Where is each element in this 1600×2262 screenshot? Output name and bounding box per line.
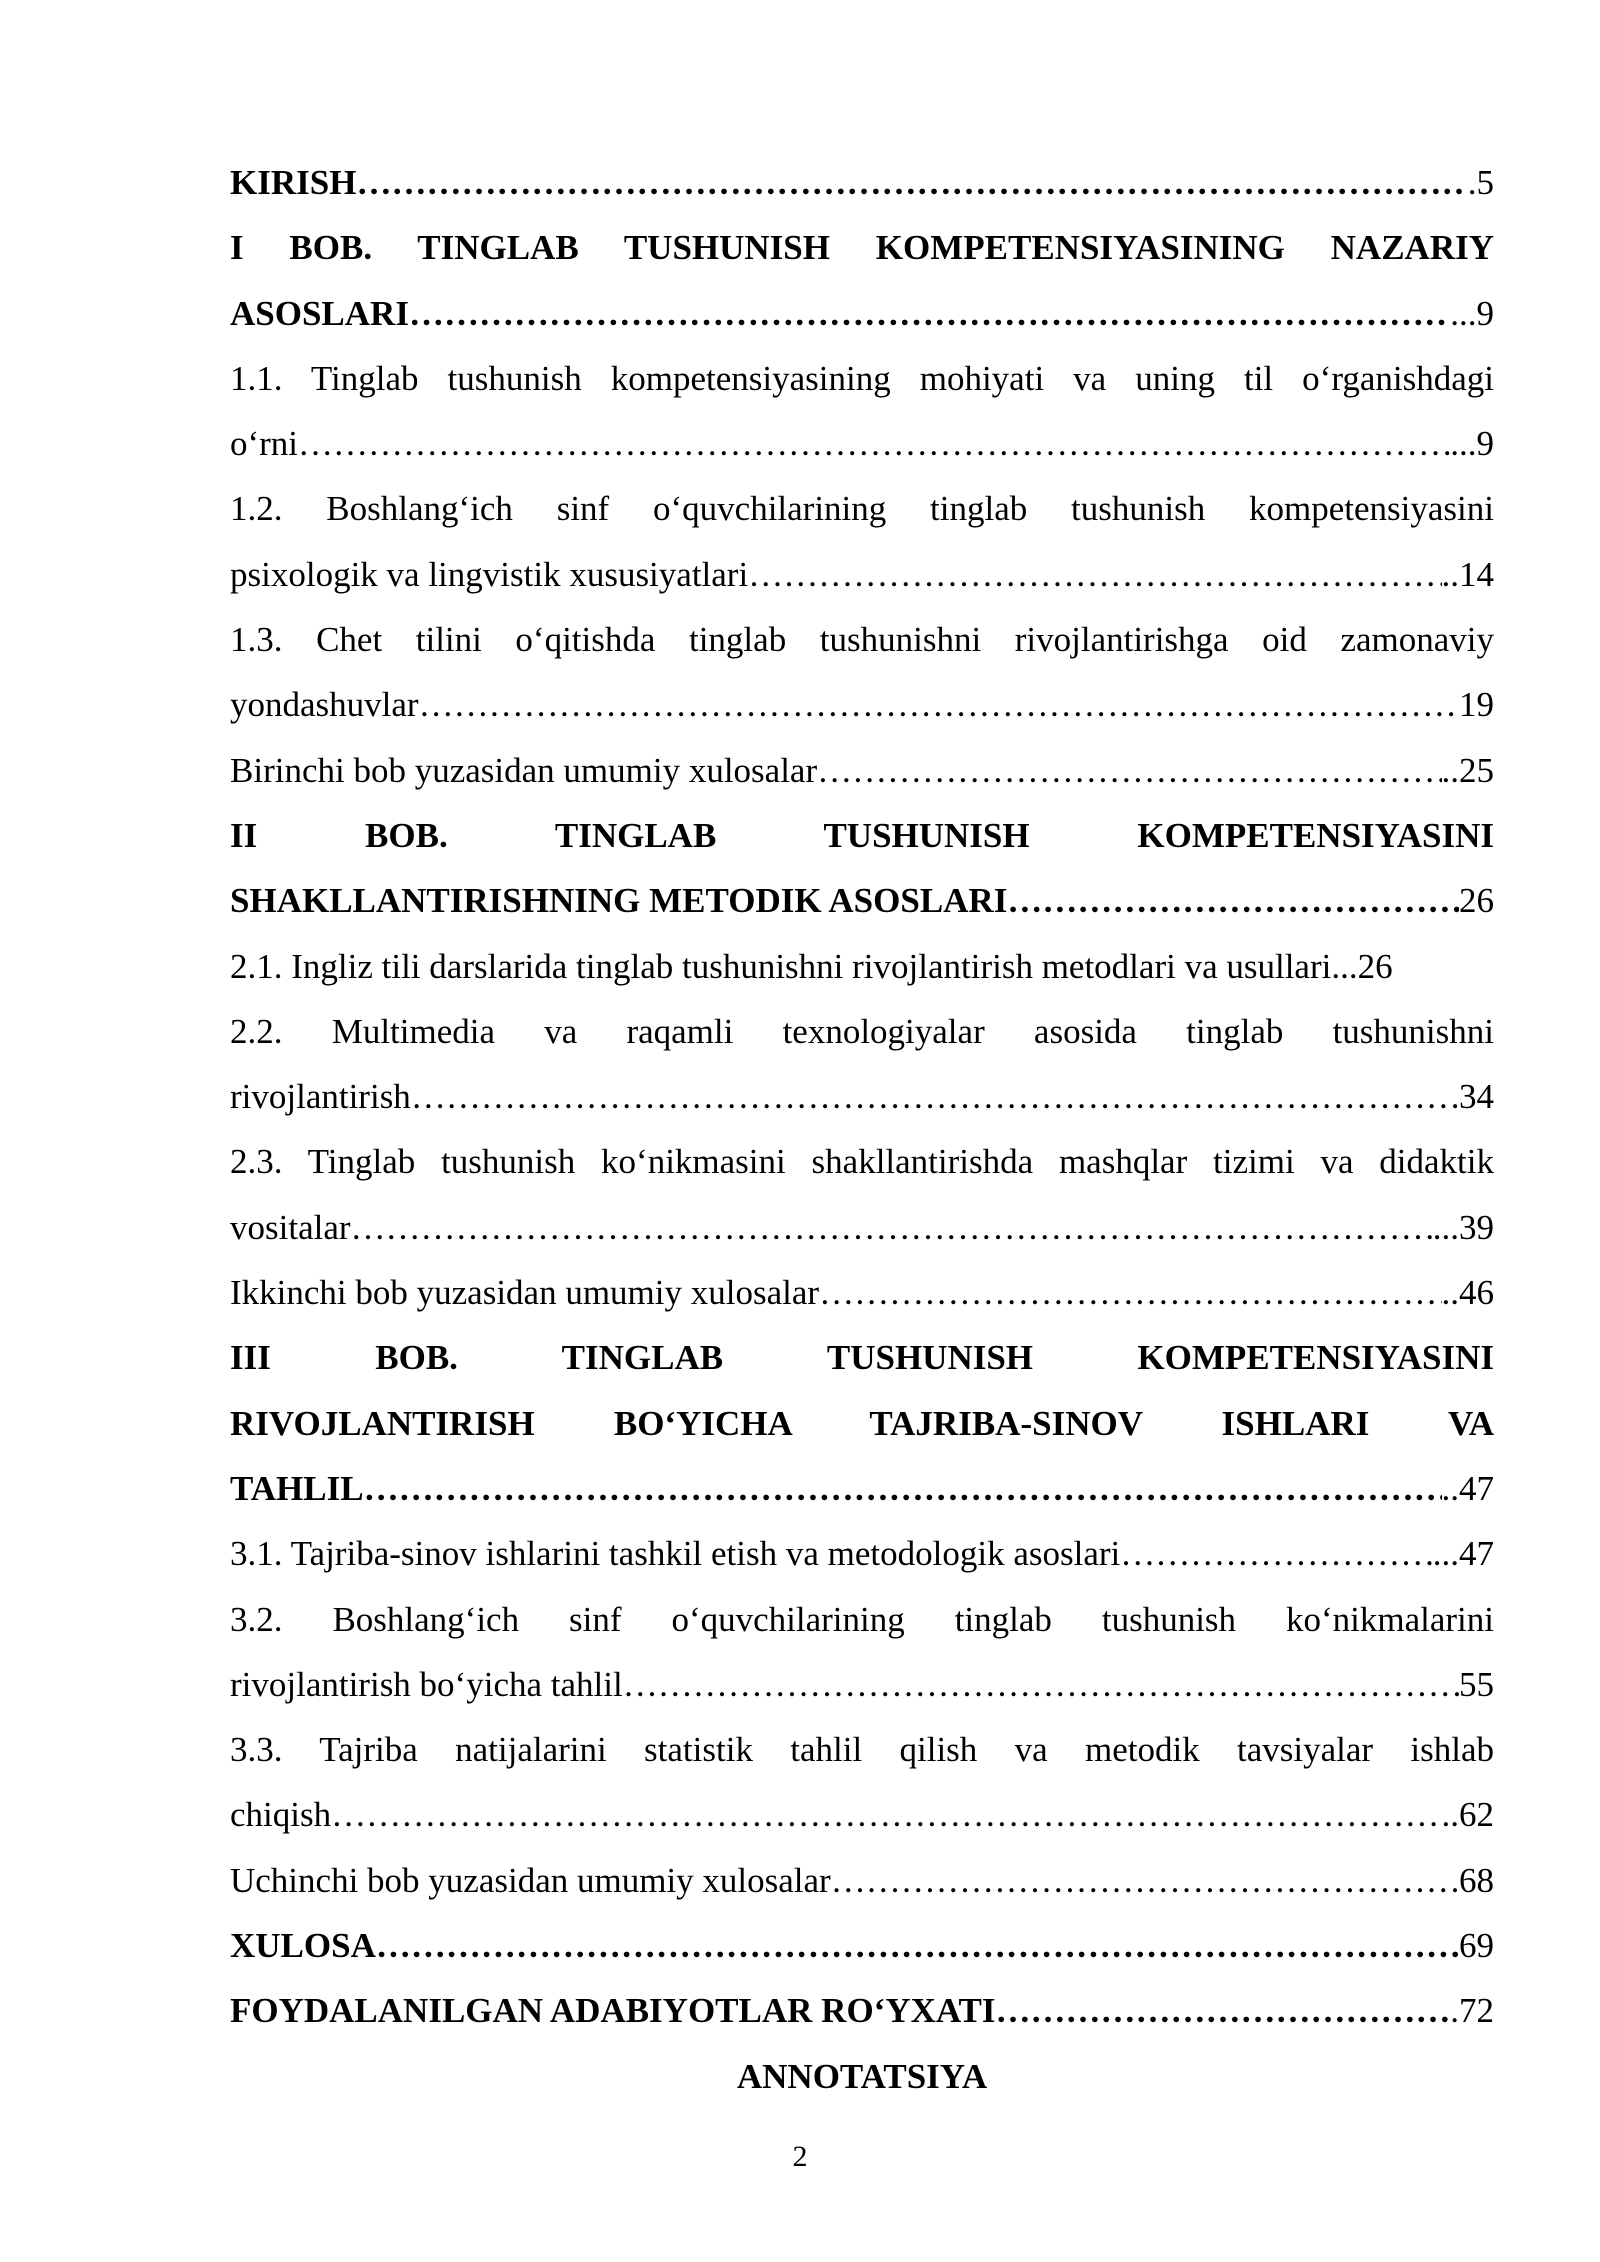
- toc-page-number: ..47: [1441, 1468, 1494, 1508]
- toc-entry-title: II BOB. TINGLAB TUSHUNISH KOMPETENSIYASINI: [230, 815, 1494, 855]
- toc-entry-title: XULOSA: [230, 1926, 376, 1966]
- toc-section-3-2[interactable]: [230, 1587, 1494, 1652]
- dot-leader: [351, 1195, 1433, 1260]
- toc-chapter-1-conclusion[interactable]: [230, 738, 1494, 803]
- toc-section-2-2-cont[interactable]: [230, 1064, 1494, 1129]
- toc-entry-title: TAHLIL: [230, 1468, 364, 1508]
- toc-section-1-2-cont[interactable]: [230, 542, 1494, 607]
- toc-entry-title: chiqish: [230, 1795, 332, 1835]
- dot-leader: [411, 1064, 1459, 1129]
- toc-page-number: 19: [1459, 685, 1494, 725]
- toc-page-number: ...47: [1432, 1534, 1494, 1574]
- toc-page-number: ..25: [1441, 750, 1494, 790]
- toc-entry-xulosa[interactable]: [230, 1913, 1494, 1978]
- toc-page-number: ...9: [1450, 293, 1494, 333]
- toc-chapter-1-heading-cont[interactable]: [230, 281, 1494, 346]
- toc-page-number: 69: [1459, 1926, 1494, 1966]
- dot-leader: [409, 281, 1450, 346]
- toc-page-number: 55: [1459, 1664, 1494, 1704]
- dot-leader: [1007, 868, 1459, 933]
- toc-entry-title: FOYDALANILGAN ADABIYOTLAR RO‘YXATI: [230, 1991, 996, 2031]
- toc-entry-title: KIRISH: [230, 163, 357, 202]
- toc-chapter-2-heading-cont[interactable]: [230, 868, 1494, 933]
- toc-entry-title: 3.3. Tajriba natijalarini statistik tahlil qilish va metodik tavsiyalar ishlab: [230, 1730, 1494, 1770]
- toc-entry-kirish[interactable]: [230, 150, 1494, 215]
- toc-section-1-2[interactable]: [230, 476, 1494, 541]
- toc-section-3-3[interactable]: [230, 1717, 1494, 1782]
- toc-page-number: ..62: [1441, 1795, 1494, 1835]
- dot-leader: [364, 1456, 1442, 1521]
- dot-leader: [819, 1260, 1441, 1325]
- toc-page-number: ..46: [1441, 1273, 1494, 1313]
- toc-page-number: ...39: [1432, 1207, 1494, 1247]
- dot-leader: [748, 542, 1441, 607]
- toc-chapter-3-heading-cont[interactable]: [230, 1391, 1494, 1456]
- toc-entry-title: psixologik va lingvistik xususiyatlari: [230, 554, 749, 594]
- toc-page-number: 68: [1459, 1860, 1494, 1900]
- toc-chapter-3-heading[interactable]: [230, 1325, 1494, 1390]
- toc-entry-title: 1.1. Tinglab tushunish kompetensiyasining mohiyati va uning til o‘rganishdagi: [230, 358, 1494, 398]
- toc-entry-title: 2.1. Ingliz tili darslarida tinglab tushunishni rivojlantirish metodlari va usullari...26: [230, 946, 1393, 986]
- toc-entry-title: 1.3. Chet tilini o‘qitishda tinglab tushunishni rivojlantirishga oid zamonaviy: [230, 620, 1494, 660]
- toc-entry-references[interactable]: [230, 1978, 1494, 2043]
- toc-section-1-3[interactable]: [230, 607, 1494, 672]
- toc-entry-title: vositalar: [230, 1207, 351, 1247]
- toc-entry-title: Ikkinchi bob yuzasidan umumiy xulosalar: [230, 1273, 820, 1313]
- toc-entry-title: ASOSLARI: [230, 293, 409, 333]
- toc-entry-title: o‘rni: [230, 424, 299, 464]
- toc-entry-title: ANNOTATSIYA: [736, 2056, 988, 2096]
- toc-entry-title: yondashuvlar: [230, 685, 419, 725]
- toc-section-2-3[interactable]: [230, 1129, 1494, 1194]
- toc-section-3-1[interactable]: [230, 1521, 1494, 1586]
- dot-leader: [419, 672, 1459, 737]
- toc-entry-title: 1.2. Boshlang‘ich sinf o‘quvchilarining tinglab tushunish kompetensiyasini: [230, 489, 1494, 529]
- toc-section-1-1[interactable]: [230, 346, 1494, 411]
- toc-entry-title: I BOB. TINGLAB TUSHUNISH KOMPETENSIYASINING NAZARIY: [230, 228, 1494, 268]
- dot-leader: [1120, 1521, 1433, 1586]
- toc-section-2-3-cont[interactable]: [230, 1195, 1494, 1260]
- toc-entry-title: 2.2. Multimedia va raqamli texnologiyalar asosida tinglab tushunishni: [230, 1011, 1494, 1051]
- toc-entry-title: rivojlantirish: [230, 1077, 411, 1117]
- toc-entry-title: 2.3. Tinglab tushunish ko‘nikmasini shakllantirishda mashqlar tizimi va didaktik: [230, 1142, 1494, 1182]
- toc-page-number: .72: [1450, 1991, 1494, 2031]
- toc-section-2-1[interactable]: [230, 934, 1494, 999]
- dot-leader: [817, 738, 1441, 803]
- toc-entry-annotatsiya[interactable]: [230, 2044, 1494, 2109]
- toc-page-number: .5: [1467, 163, 1494, 202]
- dot-leader: [831, 1848, 1459, 1913]
- toc-chapter-1-heading[interactable]: [230, 215, 1494, 280]
- toc-entry-title: 3.2. Boshlang‘ich sinf o‘quvchilarining tinglab tushunish ko‘nikmalarini: [230, 1599, 1494, 1639]
- dot-leader: [331, 1782, 1441, 1847]
- toc-section-1-3-cont[interactable]: [230, 672, 1494, 737]
- dot-leader: [623, 1652, 1459, 1717]
- toc-page-number: ...9: [1450, 424, 1494, 464]
- toc-entry-title: III BOB. TINGLAB TUSHUNISH KOMPETENSIYASINI: [230, 1338, 1494, 1378]
- toc-section-3-2-cont[interactable]: [230, 1652, 1494, 1717]
- toc-chapter-3-conclusion[interactable]: [230, 1848, 1494, 1913]
- toc-section-1-1-cont[interactable]: [230, 411, 1494, 476]
- dot-leader: [298, 411, 1450, 476]
- toc-entry-title: RIVOJLANTIRISH BO‘YICHA TAJRIBA-SINOV ISHLARI VA: [230, 1403, 1494, 1443]
- toc-page-number: 26: [1459, 881, 1494, 921]
- toc-chapter-2-conclusion[interactable]: [230, 1260, 1494, 1325]
- dot-leader: [376, 1913, 1459, 1978]
- toc-section-2-2[interactable]: [230, 999, 1494, 1064]
- toc-entry-title: SHAKLLANTIRISHNING METODIK ASOSLARI: [230, 881, 1008, 921]
- page-number: 2: [792, 2140, 808, 2173]
- toc-chapter-2-heading[interactable]: [230, 803, 1494, 868]
- toc-section-3-3-cont[interactable]: [230, 1782, 1494, 1847]
- dot-leader: [356, 150, 1467, 215]
- toc-entry-title: rivojlantirish bo‘yicha tahlil: [230, 1664, 623, 1704]
- toc-entry-title: 3.1. Tajriba-sinov ishlarini tashkil etish va metodologik asoslari: [230, 1534, 1121, 1574]
- toc-entry-title: Uchinchi bob yuzasidan umumiy xulosalar: [230, 1860, 831, 1900]
- toc-entry-title: Birinchi bob yuzasidan umumiy xulosalar: [230, 750, 818, 790]
- table-of-contents: [230, 150, 1494, 2109]
- toc-page-number: ..14: [1441, 554, 1494, 594]
- toc-chapter-3-heading-end[interactable]: [230, 1456, 1494, 1521]
- dot-leader: [996, 1978, 1451, 2043]
- toc-page-number: 34: [1459, 1077, 1494, 1117]
